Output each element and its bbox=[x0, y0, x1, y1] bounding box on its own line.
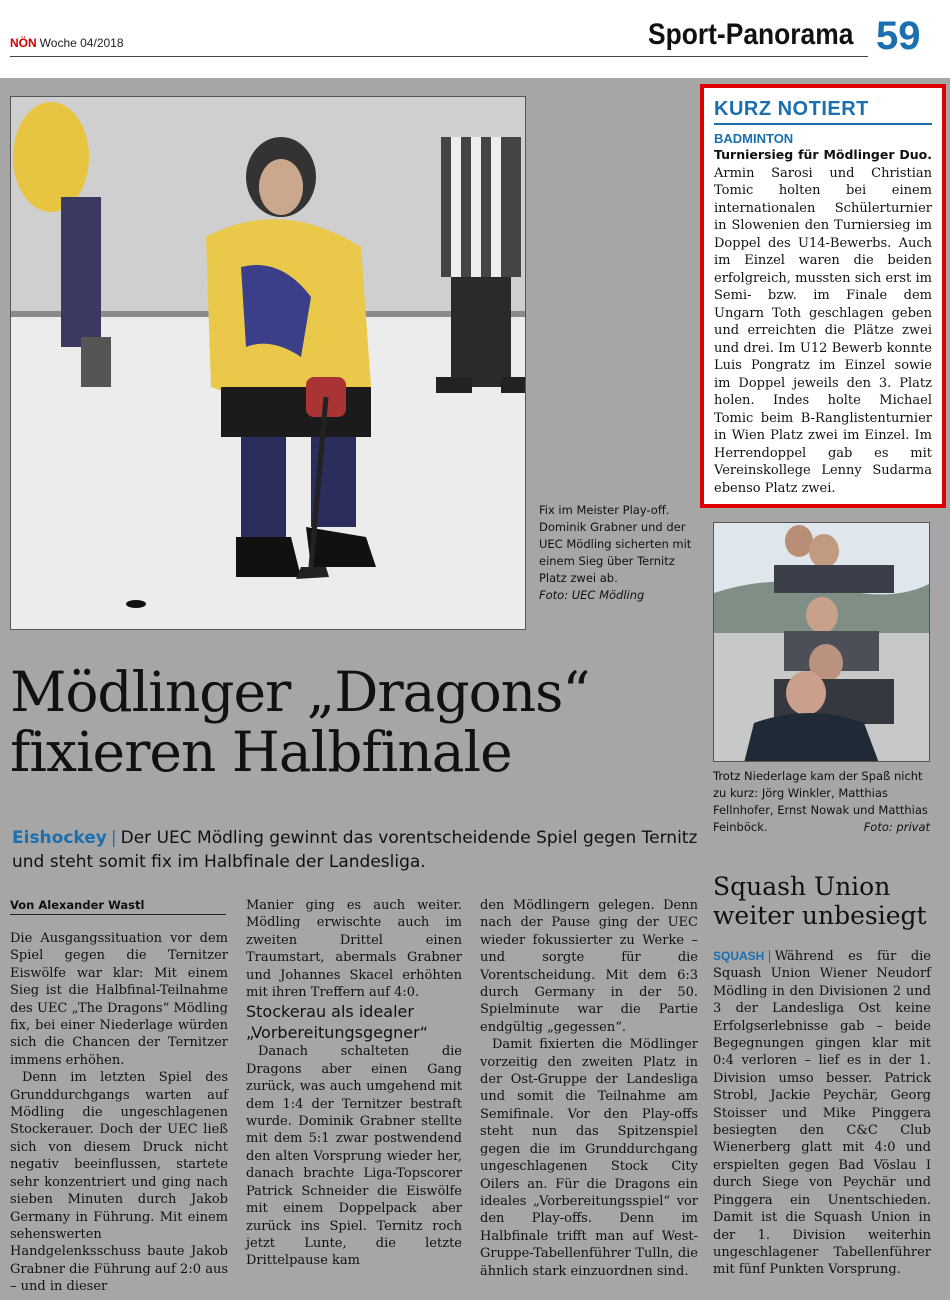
kurz-notiert-box bbox=[700, 84, 946, 508]
hockey-photo-illustration bbox=[11, 97, 526, 630]
kurz-notiert-category: BADMINTON bbox=[714, 131, 794, 146]
article-subhead: Stockerau als idealer „Vorbereitungsgegner“ bbox=[246, 1002, 428, 1043]
squash-photo-illustration bbox=[714, 523, 930, 762]
article-paragraph: Danach schalteten die Dragons aber einen Gang zurück, was auch umgehend mit dem 1:4 der Ternitzer bestraft wurde. Dominik Grabner stellte mit dem 5:1 zwar postwendend den alten Vorsprung wieder her, danach brachte Liga-Topscorer Patrick Schneider die Eiswölfe mit einem Doppelpack aber zurück ins Spiel. Ternitz roch jetzt Lunte, die letzte Drittelpause kam bbox=[246, 1044, 462, 1269]
kurz-notiert-title: KURZ NOTIERT bbox=[714, 98, 932, 125]
kurz-notiert-lead: Turniersieg für Mödlinger Duo. bbox=[714, 147, 932, 162]
squash-photo-credit: Foto: privat bbox=[863, 820, 930, 834]
hockey-photo-caption bbox=[539, 502, 699, 604]
brand-logo: NÖN bbox=[10, 36, 37, 50]
article-column-1 bbox=[10, 930, 228, 1296]
squash-body: Während es für die Squash Union Wiener Neudorf Mödling in den Divisionen 2 und 3 der Landesliga Ost keine Erfolgserlebnisse gab – beide Begegnungen gingen klar mit 0:4 verloren – lief es in der 1. Division umso besser. Patrick Strobl, Jackie Peychär, Georg Stoisser und Mike Pinggera besiegten den C&C Club Wienerberg glatt mit 4:0 und erspielten gegen Bad Vöslau I durch Siege von Peychär und Pinggera ein Unentschieden. Damit ist die Squash Union in der 1. Division weiterhin ungeschlagener Tabellenführer mit fünf Punkten Vorsprung. bbox=[713, 949, 931, 1278]
page-header bbox=[0, 0, 950, 78]
deck-keyword: Eishockey bbox=[12, 828, 107, 848]
kurz-notiert-text bbox=[714, 146, 932, 497]
section-title: Sport-Panorama bbox=[648, 18, 854, 51]
deck-text: Der UEC Mödling gewinnt das vorentscheidende Spiel gegen Ternitz und steht somit fix im Halbfinale der Landesliga. bbox=[12, 828, 698, 872]
squash-keyword: SQUASH bbox=[713, 949, 765, 963]
hockey-photo bbox=[10, 96, 526, 630]
header-rule bbox=[10, 56, 868, 57]
article-column-3 bbox=[480, 897, 698, 1280]
hockey-caption-lead: Fix im Meister Play-off. bbox=[539, 503, 670, 517]
article-column-2 bbox=[246, 897, 462, 1270]
squash-caption-text: Trotz Niederlage kam der Spaß nicht zu kurz: Jörg Winkler, Matthias Fellnhofer, Ernst Nowak und Matthias Feinböck. bbox=[713, 769, 928, 834]
article-deck bbox=[12, 826, 702, 874]
article-paragraph: den Mödlingern gelegen. Denn nach der Pause ging der UEC wieder fokussierter zu Werke – und sorgte für die Vorentscheidung. Mit dem 6:3 durch Germany in der 50. Spielminute war die Partie endgültig „gegessen“. bbox=[480, 898, 698, 1035]
kurz-notiert-body: Armin Sarosi und Christian Tomic holten bei einem internationalen Schülerturnier in Slowenien den Turniersieg im Doppel des U14-Bewerbs. Auch im Einzel waren die beiden erfolgreich, mussten sich erst im Semi- bzw. im Finale dem Ungarn Toth geschlagen geben und erreichten die Plätze zwei und drei. Im U12 Bewerb konnte Luis Pongratz im Einzel sowie im Doppel jeweils den 3. Platz holen. Indes holte Michael Tomic beim B-Ranglistenturnier in Wien Platz zwei im Einzel. Im Herrendoppel gab es mit Vereinskollege Lenny Sudarma ebenso Platz zwei. bbox=[714, 165, 932, 496]
deck-separator: | bbox=[110, 828, 117, 848]
article-paragraph: Die Ausgangssituation vor dem Spiel gegen die Ternitzer Eiswölfe war klar: Mit einem Sieg ist die Halbfinal-Teilnahme des UEC „The Dragons“ Mödling fix, bei einer Niederlage würden sich die Chancen der Ternitzer immens erhöhen. bbox=[10, 931, 228, 1068]
newspaper-brand bbox=[10, 36, 124, 50]
article-byline: Von Alexander Wastl bbox=[10, 898, 226, 915]
page-number: 59 bbox=[876, 14, 921, 58]
squash-photo bbox=[713, 522, 930, 762]
hockey-caption-text: Dominik Grabner und der UEC Mödling sicherten mit einem Sieg über Ternitz Platz zwei ab. bbox=[539, 520, 692, 585]
article-paragraph: Damit fixierten die Mödlinger vorzeitig den zweiten Platz in der Ost-Gruppe der Landesliga und somit die Teilnahme am Semifinale. Vor den Play-offs steht nun das Spitzenspiel gegen die im Grunddurchgang ungeschlagenen Stock City Oilers an. Für die Dragons ein ideales „Vorbereitungsspiel“ vor den Play-offs. Denn im Halbfinale trifft man auf West-Gruppe-Tabellenführer Tulln, die ähnlich stark einzuordnen sind. bbox=[480, 1037, 698, 1279]
issue-label: Woche 04/2018 bbox=[39, 36, 124, 50]
squash-article-text bbox=[713, 948, 931, 1279]
squash-separator: | bbox=[767, 949, 772, 964]
hockey-photo-credit: Foto: UEC Mödling bbox=[539, 588, 645, 602]
article-paragraph: Manier ging es auch weiter. Mödling erwischte auch im zweiten Drittel einen Traumstart, abermals Grabner und Johannes Skacel erhöhten mit ihren Treffern auf 4:0. bbox=[246, 898, 462, 1001]
squash-photo-caption bbox=[713, 768, 930, 836]
squash-headline: Squash Union weiter unbesiegt bbox=[713, 872, 927, 930]
article-paragraph: Denn im letzten Spiel des Grunddurchgangs warten auf Mödling die ungeschlagenen Stockerauer. Doch der UEC ließ sich von diesem Druck nicht negativ beeinflussen, startete sehr konzentriert und ging nach sieben Minuten durch Jakob Germany in Führung. Mit einem sehenswerten Handgelenksschuss baute Jakob Grabner die Führung auf 2:0 aus – und in dieser bbox=[10, 1070, 228, 1295]
article-headline: Mödlinger „Dragons“ fixieren Halbfinale bbox=[10, 660, 590, 784]
